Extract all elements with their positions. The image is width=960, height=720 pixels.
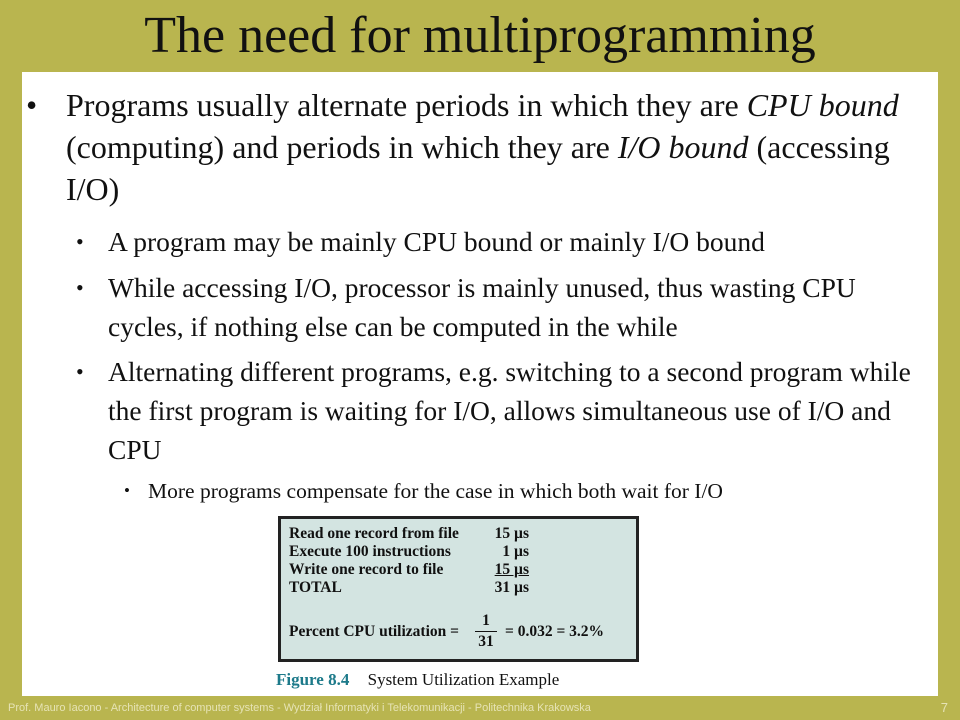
bullet-marker: • [76, 229, 84, 254]
row-label: Execute 100 instructions [289, 543, 451, 560]
bullet-marker: • [76, 359, 84, 384]
bullet-marker: • [124, 481, 130, 500]
slide-footer: Prof. Mauro Iacono - Architecture of computer systems - Wydział Informatyki i Telekomunikacji - Politechnika Krakowska [8, 702, 591, 714]
fraction-denominator: 31 [478, 633, 494, 650]
bullet-level2 [76, 352, 918, 469]
bullet-level2 [76, 222, 918, 261]
fraction-numerator: 1 [475, 611, 497, 632]
utilization-label: Percent CPU utilization = [289, 623, 459, 640]
row-value: 1 µs [502, 543, 529, 560]
row-value: 15 µs [494, 561, 529, 578]
bullet-level2 [76, 268, 918, 346]
bullet-text: More programs compensate for the case in which both wait for I/O [148, 479, 723, 503]
utilization-result: = 0.032 = 3.2% [505, 623, 605, 640]
row-label: TOTAL [289, 579, 342, 596]
figure-caption [276, 670, 559, 690]
bullet-text: (computing) and periods in which they are [66, 129, 618, 165]
bullet-level3 [124, 476, 918, 506]
slide-content [22, 72, 938, 696]
bullet-marker: • [26, 87, 38, 123]
row-label: Read one record from file [289, 525, 459, 542]
page-number: 7 [940, 700, 948, 715]
slide-title: The need for multiprogramming [144, 7, 816, 64]
cpu-utilization-formula [289, 611, 629, 655]
bullet-italic-io-bound: I/O bound [617, 129, 749, 165]
bullet-text: Alternating different programs, e.g. switching to a second program while the first program is waiting for I/O, allows simultaneous use of I/O and CPU [108, 356, 911, 465]
bullet-text: Programs usually alternate periods in which they are [66, 87, 747, 123]
fraction [475, 611, 497, 652]
figure-number: Figure 8.4 [276, 670, 350, 689]
figure-title: System Utilization Example [367, 670, 560, 689]
bullet-text: A program may be mainly CPU bound or mainly I/O bound [108, 226, 765, 257]
row-label: Write one record to file [289, 561, 444, 578]
figure-table [278, 516, 639, 662]
bullet-level1 [26, 84, 932, 210]
bullet-italic-cpu-bound: CPU bound [746, 87, 899, 123]
bullet-text: (accessing I/O) [66, 129, 890, 207]
row-value: 15 µs [494, 525, 529, 542]
bullet-marker: • [76, 275, 84, 300]
bullet-text: While accessing I/O, processor is mainly unused, thus wasting CPU cycles, if nothing else can be computed in the while [108, 272, 856, 342]
row-value: 31 µs [494, 579, 529, 596]
